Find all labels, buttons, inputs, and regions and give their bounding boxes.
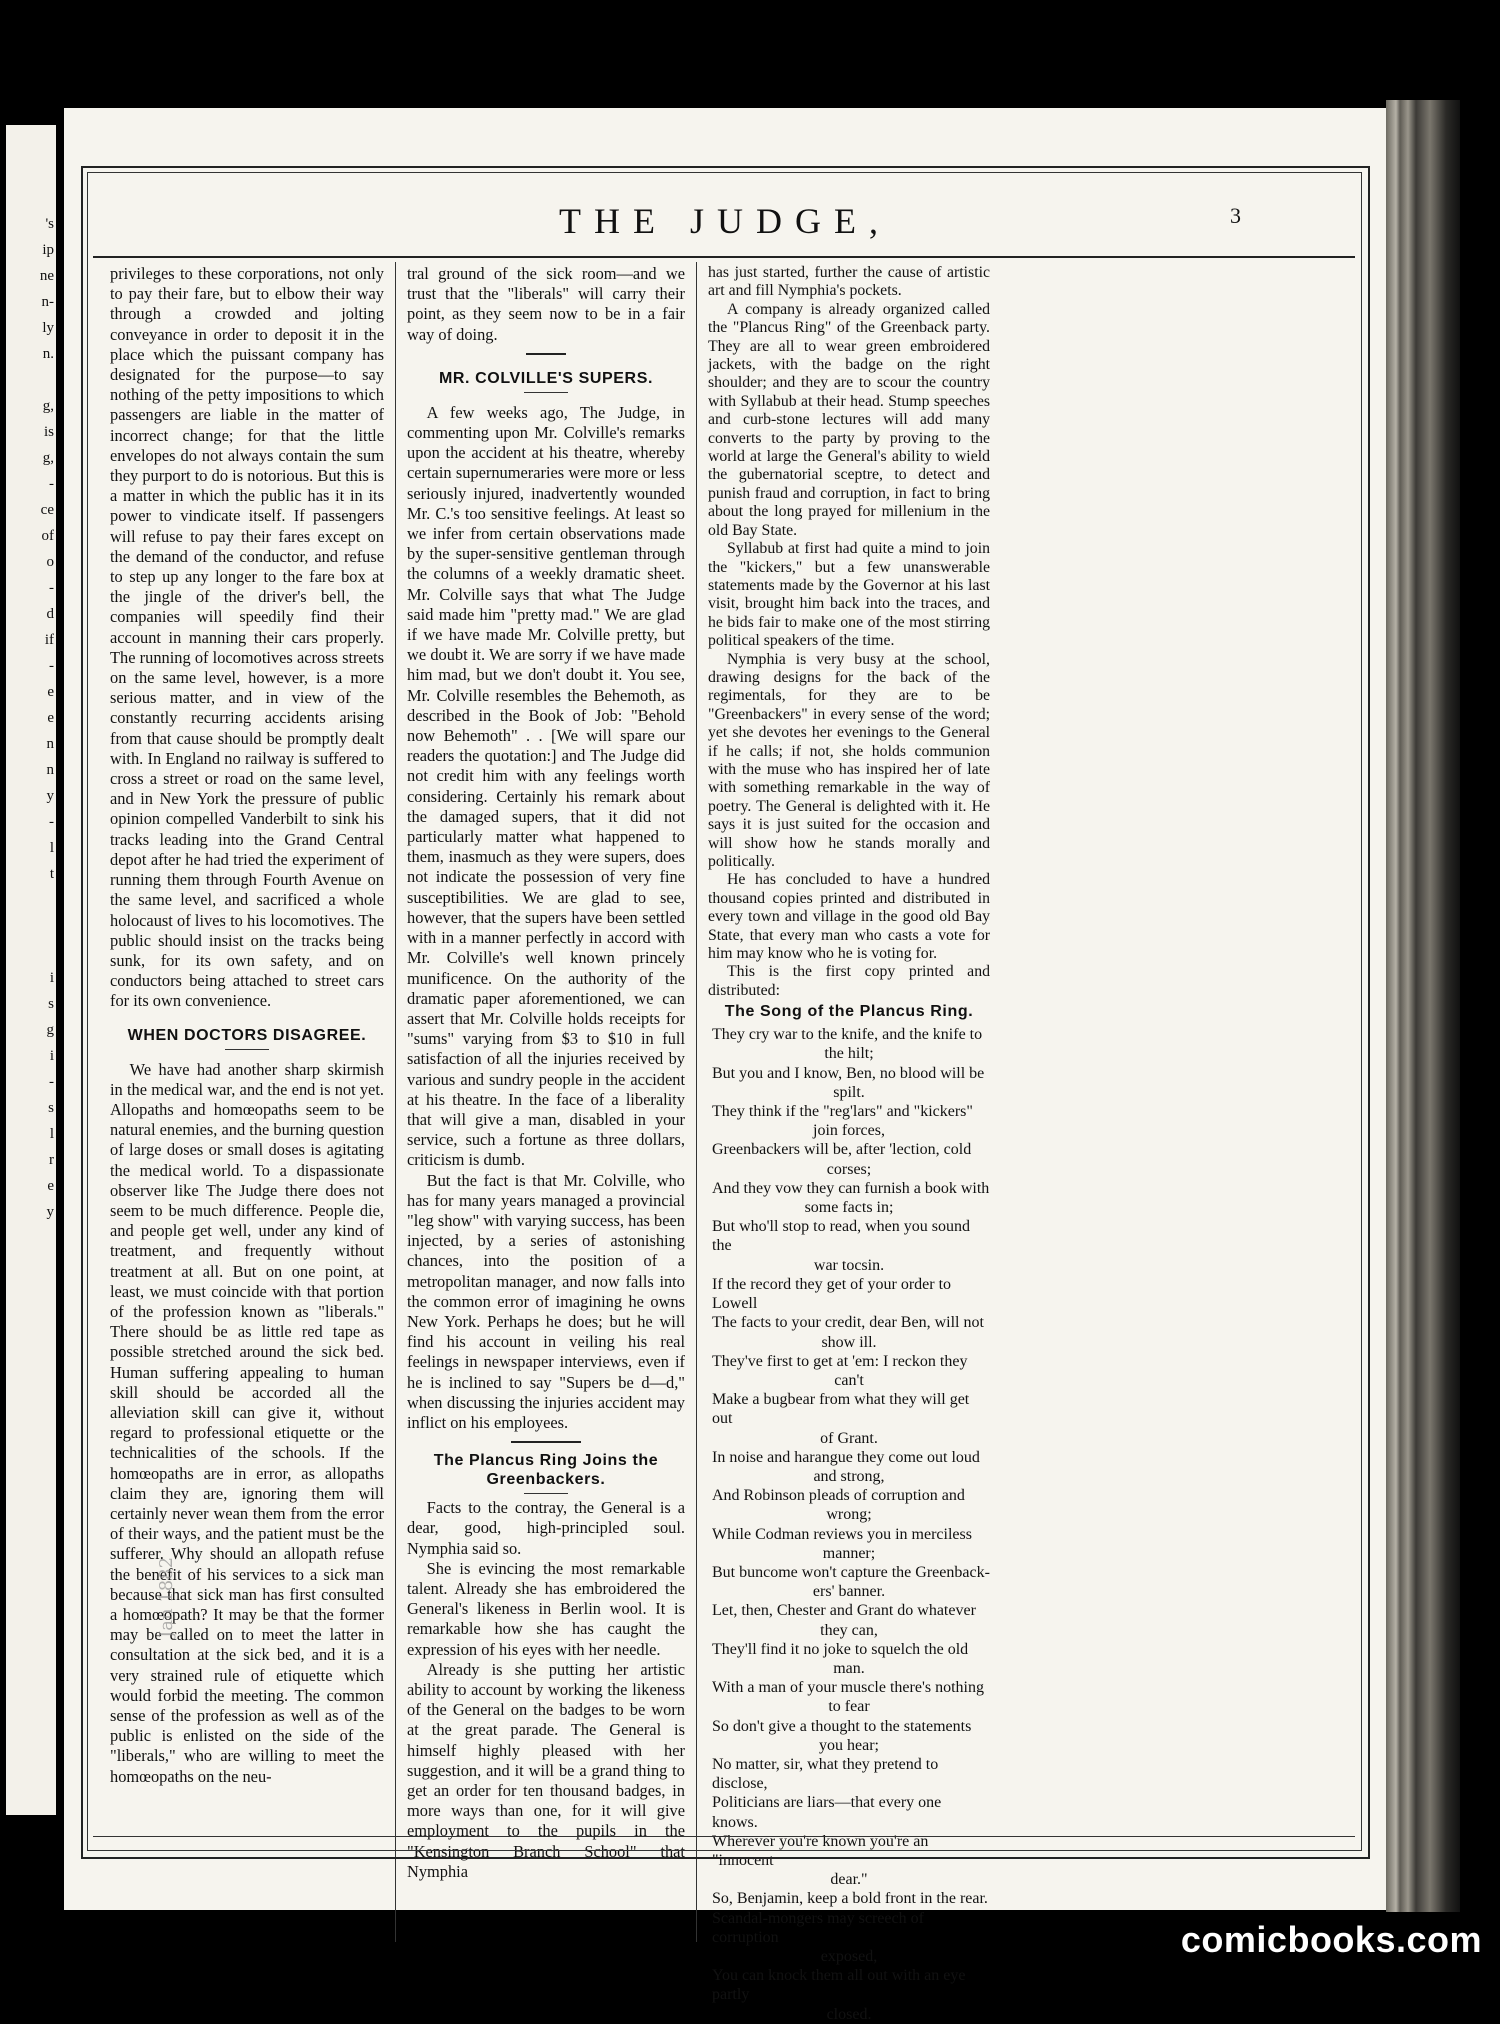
previous-page-edge — [6, 125, 56, 1815]
poem-line: So, Benjamin, keep a bold front in the rear. — [712, 1890, 988, 1908]
prev-page-fragment: - — [49, 580, 54, 596]
masthead-title: THE JUDGE, — [559, 201, 891, 241]
poem-line: So don't give a thought to the statements — [712, 1717, 972, 1735]
prev-page-fragment: - — [49, 1074, 54, 1090]
poem-line: Let, then, Chester and Grant do whatever — [712, 1602, 976, 1620]
prev-page-fragment: n — [46, 736, 54, 752]
prev-page-fragment: e — [47, 684, 54, 700]
poem-line: They cry war to the knife, and the knife to — [712, 1026, 983, 1044]
poem-line-continuation: dear." — [830, 1871, 868, 1889]
col2-paragraph: A few weeks ago, The Judge, in commenting upon Mr. Colville's remarks upon the accident at his theatre, whereby certain supernumeraries were more or less seriously injured, inadvertently wounded Mr. C.'s too sensitive feelings. At least so we infer from certain observations made by the super-sensitive gentleman through the columns of a weekly dramatic sheet. Mr. Colville says that what The Judge said made him "pretty mad." We are glad if we have made Mr. Colville pretty, but we doubt it. We are sorry if we have made him mad, but we don't doubt it. You see, Mr. Colville resembles the Behemoth, as described in the Book of Job: "Behold now Behemoth" . . [We will spare our readers the quotation:] and The Judge did not credit him with any feelings worth considering. Certainly his remark about the damaged supers, that it did not particularly matter what happened to them, inasmuch as they were supers, does not indicate the possession of very fine susceptibilities. We are glad to see, however, that the supers have been settled with in a manner perfectly in accord with Mr. Colville's well known princely munificence. On the authority of the dramatic paper aforementioned, we can assert that Mr. Colville holds receipts for "sums" varying from $3 to $10 in full satisfaction of all the injuries received by various and sundry people in the accident at his theatre. In the face of a liberality that will give a man, disabled in your service, such a fortune as three dollars, criticism is dumb. — [407, 402, 685, 1170]
prev-page-fragment: - — [49, 814, 54, 830]
poem-line-continuation: wrong; — [826, 1506, 872, 1524]
poem-line-continuation: closed. — [826, 2005, 872, 2023]
book-page-edge — [1386, 100, 1460, 1912]
poem-line: Greenbackers will be, after 'lection, cold — [712, 1141, 972, 1159]
poem-line: But buncome won't capture the Greenback- — [712, 1563, 990, 1581]
prev-page-fragment: - — [49, 658, 54, 674]
pencil-annotation: Jan 1882 — [156, 1556, 177, 1638]
prev-page-fragment: s — [48, 1100, 54, 1116]
prev-page-fragment: i — [49, 970, 54, 986]
prev-page-fragment: o — [46, 554, 54, 570]
col1-paragraph: We have had another sharp skirmish in the medical war, and the end is not yet. Allopaths and homœopaths seem to be natural enemies, and the burning question of large doses or small doses is agitating the medical world. To a dispassionate observer like The Judge there does not seem to be much difference. People die, and people get well, under any kind of treatment, and frequently without treatment at all. But on one point, at least, we must coincide with that portion of the profession known as "liberals." There should be as little red tape as possible stretched around the sick bed. Human suffering appealing to human skill should be accorded all the alleviation skill can give it, without regard to professional etiquette or the technicalities of the schools. If the homœopaths are in error, as allopaths claim they are, ignoring them will certainly never wean them from the error of their ways, and the patient must be the sufferer. Why should an allopath refuse the benefit of his services to a sick man because that sick man has first consulted a homœopath? It may be that the former may be called on to meet the latter in consultation at the sick bed, and it is a very strained rule of etiquette which would forbid the meeting. The common sense of the profession as well as of the public is enlisted on the side of the "liberals," who are willing to meet the homœopaths on the neu- — [110, 1059, 385, 1786]
poem-line: But who'll stop to read, when you sound the — [712, 1218, 970, 1255]
prev-page-fragment: t — [49, 866, 54, 882]
col2-paragraph: She is evincing the most remarkable talent. Already she has embroidered the General's likeness in Berlin wool. It is remarkable how she has caught the expression of his eyes with her needle. — [407, 1558, 685, 1659]
poem-line: They'll find it no joke to squelch the old — [712, 1640, 969, 1658]
poem-line: The facts to your credit, dear Ben, will not — [712, 1314, 984, 1332]
prev-page-fragment: - — [49, 476, 54, 492]
col3-paragraph: A company is already organized called the "Plancus Ring" of the Greenback party. They are all to wear green embroidered jackets, with the badge on the right shoulder; and they are to scour the country with Syllabub at their head. Stump speeches and curb-stone lectures will add many converts to the party by proving to the world at large the General's ability to wield the gubernatorial sceptre, to detect and punish fraud and corruption, in fact to bring about the long prayed for millenium in the old Bay State. — [708, 300, 990, 539]
col1-heading: WHEN DOCTORS DISAGREE. — [127, 1026, 367, 1044]
poem-line: With a man of your muscle there's nothing — [712, 1679, 984, 1697]
prev-page-fragment: g, — [42, 398, 54, 414]
prev-page-fragment: e — [47, 710, 54, 726]
prev-page-fragment: e — [47, 1178, 54, 1194]
prev-page-fragment: s — [48, 996, 54, 1012]
poem-line-continuation: spilt. — [833, 1083, 865, 1101]
poem-line-continuation: join forces, — [813, 1122, 885, 1140]
prev-page-fragment: y — [46, 1204, 54, 1220]
poem-line: Scandal-mongers may screech of corruption — [712, 1909, 924, 1946]
poem-line: You can knock them all out with an eye partly — [712, 1967, 966, 2004]
prev-page-fragment: l — [49, 840, 54, 856]
poem-line: No matter, sir, what they pretend to disclose, — [712, 1755, 939, 1793]
poem-line-continuation: and strong, — [813, 1467, 885, 1485]
poem-line: While Codman reviews you in merciless — [712, 1525, 972, 1543]
prev-page-fragment: ly — [42, 320, 54, 336]
prev-page-fragment: y — [46, 788, 54, 804]
poem-line: If the record they get of your order to Lowell — [712, 1275, 952, 1313]
poem-line-continuation: war tocsin. — [813, 1256, 885, 1274]
poem-line-continuation: exposed, — [820, 1948, 878, 1965]
poem-line: But you and I know, Ben, no blood will be — [712, 1064, 985, 1082]
col2-paragraph: But the fact is that Mr. Colville, who has for many years managed a provincial "leg show" with varying success, has been injected, by a series of astonishing chances, into the position of a metropolitan manager, and now falls into the common error of imagining he owns New York. Perhaps he does; but he will find his account in veiling his real feelings in newspaper interviews, even if he is inclined to say "Supers be d—d," when discussing the injuries accident may inflict on his employees. — [407, 1170, 685, 1432]
col2-paragraph: Already is she putting her artistic ability to account by working the likeness of the General on the badges to be worn at the great parade. The General is himself highly pleased with her suggestion, and it will be a grand thing to get an order for ten thousand badges, in more ways than one, for it will give employment to the pupils in the "Kensington Branch School" that Nymphia — [407, 1659, 685, 1881]
col3-paragraph: has just started, further the cause of artistic art and fill Nymphia's pockets. — [708, 264, 990, 300]
prev-page-fragment: n — [46, 762, 54, 778]
page-number: 3 — [1230, 203, 1241, 228]
poem-line: In noise and harangue they come out loud — [712, 1448, 980, 1466]
prev-page-fragment: 's — [45, 216, 54, 232]
prev-page-fragment: is — [43, 424, 54, 440]
prev-page-fragment: g — [46, 1022, 54, 1038]
col3-paragraph: Syllabub at first had quite a mind to join the "kickers," but a few unanswerable statements made by the Governor at his last visit, brought him back into the traces, and he bids fair to make one of the most stirring political speakers of the time. — [708, 540, 990, 650]
poem-line-continuation: show ill. — [821, 1333, 877, 1351]
page-border-inner — [87, 172, 1362, 1851]
prev-page-fragment: l — [49, 1126, 54, 1142]
prev-page-fragment: if — [44, 632, 54, 648]
poem-line-continuation: can't — [834, 1371, 864, 1389]
prev-page-fragment: d — [46, 606, 54, 622]
prev-page-fragment: n. — [42, 346, 54, 362]
poem-line-continuation: they can, — [820, 1621, 878, 1639]
song-title: The Song of the Plancus Ring. — [724, 1003, 974, 1021]
prev-page-fragment: ne — [39, 268, 54, 284]
poem-line: They think if the "reg'lars" and "kickers" — [712, 1103, 973, 1121]
poem-line: Wherever you're known you're an "innocent — [712, 1832, 929, 1869]
prev-page-fragment: ip — [42, 242, 54, 258]
poem-line: Politicians are liars—that every one knows. — [712, 1794, 942, 1831]
col3-paragraph: Nymphia is very busy at the school, drawing designs for the back of the regimentals, for they are to be "Greenbackers" in every sense of the word; yet she devotes her evenings to the General if he calls; if not, she holds communion with the muse who has inspired her of late with something remarkable in the way of poetry. The General is delighted with it. He says it is just suited for the occasion and will show how he stands morally and politically. — [708, 650, 990, 870]
poem-line: Make a bugbear from what they will get out — [712, 1391, 970, 1428]
col3-paragraph: This is the first copy printed and distributed: — [708, 963, 990, 999]
prev-page-fragment: r — [49, 1152, 54, 1168]
prev-page-fragment: i — [49, 1048, 54, 1064]
poem-line-continuation: you hear; — [819, 1736, 879, 1754]
col2-heading: MR. COLVILLE'S SUPERS. — [438, 369, 654, 387]
col2-heading-2: The Plancus Ring Joins the Greenbackers. — [433, 1452, 659, 1489]
poem-line-continuation: the hilt; — [824, 1045, 874, 1063]
prev-page-fragment: of — [41, 528, 54, 544]
poem-line: And they vow they can furnish a book with — [712, 1179, 990, 1197]
poem-line: They've first to get at 'em: I reckon they — [712, 1352, 968, 1370]
poem-line-continuation: man. — [833, 1659, 865, 1677]
col3-paragraph: He has concluded to have a hundred thousand copies printed and distributed in every town and village in the good old Bay State, that every man who casts a vote for him may know who he is voting for. — [708, 871, 990, 963]
poem-line-continuation: to fear — [828, 1698, 870, 1716]
prev-page-fragment: g, — [42, 450, 54, 466]
col2-intro: tral ground of the sick room—and we trust that the "liberals" will carry their point, as they seem now to be in a fair way of doing. — [407, 264, 685, 344]
col1-paragraph: privileges to these corporations, not only to pay their fare, but to elbow their way through a crowded and jolting conveyance in order to deposit it in the place which the puissant company has designated for the purpose—to say nothing of the petty impositions to which passengers are liable in the matter of incorrect change; for that the little envelopes do not always contain the sum they purport to do is notorious. But this is a matter in which the public has it in its power to vindicate itself. If passengers will refuse to pay their fares except on the demand of the conductor, and refuse to step up any longer to the fare box at the jingle of the driver's bell, the companies will speedily find their account in manning their cars properly. The running of locomotives across streets on the same level, however, is a more serious matter, and in view of the constantly recurring accidents arising from that cause should be promptly dealt with. In England no railway is suffered to cross a street or road on the same level, and in New York the pressure of public opinion compelled Vanderbilt to sink his tracks leading into the Grand Central depot after he had tried the experiment of running them through Fourth Avenue on the same level, and sacrificed a whole holocaust of lives to his locomotives. The public should insist on the tracks being sunk, for its own safety, and on conductors being attached to street cars for its own convenience. — [110, 264, 384, 1011]
poem-line-continuation: corses; — [826, 1160, 872, 1178]
poem-line: And Robinson pleads of corruption and — [712, 1487, 965, 1505]
watermark-text: comicbooks.com — [1180, 1919, 1482, 1960]
poem-line-continuation: manner; — [822, 1544, 876, 1562]
poem-line-continuation: some facts in; — [804, 1199, 894, 1217]
col2-paragraph: Facts to the contray, the General is a dear, good, high-principled soul. Nymphia said so. — [407, 1498, 685, 1558]
poem-line-continuation: of Grant. — [820, 1429, 878, 1447]
prev-page-fragment: n- — [41, 294, 54, 310]
poem-line-continuation: ers' banner. — [812, 1583, 886, 1601]
prev-page-fragment: ce — [40, 502, 54, 518]
